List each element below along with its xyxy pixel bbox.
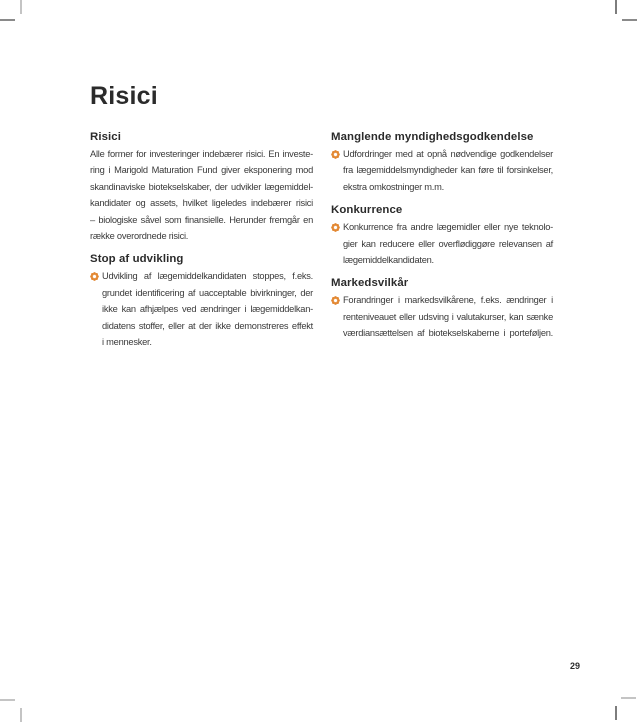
text-line: Forandringer i markedsvilkårene, f.eks. ændringer i <box>343 295 553 306</box>
flower-asterisk-icon <box>331 223 340 232</box>
text-line: række overordnede risici. <box>90 231 189 242</box>
text-line: Udfordringer med at opnå nødvendige godkendelser <box>343 149 553 159</box>
text-line: – biologiske såvel som finansielle. Herunder fremgår en <box>90 214 313 225</box>
right-column <box>331 130 553 342</box>
bullet-paragraph <box>102 268 313 350</box>
text-line: ikke kan afhjælpes ved ændringer i lægemiddelkan- <box>102 304 313 315</box>
section-heading: Stop af udvikling <box>90 253 184 266</box>
page-number: 29 <box>569 661 580 671</box>
bullet-item <box>331 292 553 341</box>
section-heading: Risici <box>90 131 121 143</box>
section-markedsvilkaar <box>331 276 553 341</box>
text-line: fra lægemiddelsmyndigheder kan føre til forsinkelser, <box>343 165 553 176</box>
crop-mark-bottom-left-vertical <box>20 708 22 722</box>
page-title: Risici <box>90 82 158 110</box>
crop-mark-bottom-right-vertical <box>615 706 617 720</box>
text-line: skandinaviske biotekselskaber, der udvikler lægemiddel- <box>90 181 313 192</box>
crop-mark-bottom-right-horizontal <box>621 697 636 699</box>
left-column <box>90 130 313 350</box>
text-line: grundet identificering af uacceptable bivirkninger, der <box>102 287 313 298</box>
section-risici <box>90 130 313 244</box>
bullet-paragraph <box>343 146 553 195</box>
crop-mark-bottom-left-horizontal <box>0 699 15 701</box>
bullet-paragraph <box>343 219 553 268</box>
bullet-item <box>90 268 313 350</box>
text-line: ring i Marigold Maturation Fund giver eksponering mod <box>90 165 313 176</box>
section-stop-af-udvikling <box>90 252 313 350</box>
section-heading: Markedsvilkår <box>331 277 409 290</box>
bullet-item <box>331 219 553 268</box>
text-line: ekstra omkostninger m.m. <box>343 181 444 192</box>
text-line: didatens stoffer, eller at der ikke demonstreres effekt <box>102 320 313 331</box>
text-line: Udvikling af lægemiddelkandidaten stoppes, f.eks. <box>102 271 313 282</box>
flower-asterisk-icon <box>90 272 99 281</box>
text-line: værdiansættelsen af biotekselskaberne i porteføljen. <box>343 328 553 339</box>
section-heading: Konkurrence <box>331 204 403 217</box>
text-line: renteniveauet eller udsving i valutakurser, kan sænke <box>343 311 553 322</box>
section-manglende-myndighedsgodkendelse <box>331 130 553 195</box>
flower-asterisk-icon <box>331 296 340 305</box>
section-heading: Manglende myndighedsgodkendelse <box>331 131 534 143</box>
text-line: i mennesker. <box>102 337 152 348</box>
bullet-item <box>331 146 553 195</box>
crop-mark-top-right-vertical <box>615 0 617 14</box>
crop-mark-top-left-vertical <box>20 0 22 14</box>
crop-mark-top-left-horizontal <box>0 19 15 21</box>
text-line: Alle former for investeringer indebærer risici. En investe- <box>90 149 313 159</box>
crop-mark-top-right-horizontal <box>622 19 637 21</box>
section-konkurrence <box>331 203 553 268</box>
text-line: lægemiddelkandidaten. <box>343 255 434 266</box>
text-line: Konkurrence fra andre lægemidler eller nye teknolo- <box>343 222 553 233</box>
bullet-paragraph <box>343 292 553 341</box>
flower-asterisk-icon <box>331 150 340 159</box>
text-line: kandidater og assets, hvilket ligeledes indebærer risici <box>90 198 313 209</box>
intro-paragraph <box>90 146 313 244</box>
text-line: gier kan reducere eller overflødiggøre relevansen af <box>343 238 553 249</box>
